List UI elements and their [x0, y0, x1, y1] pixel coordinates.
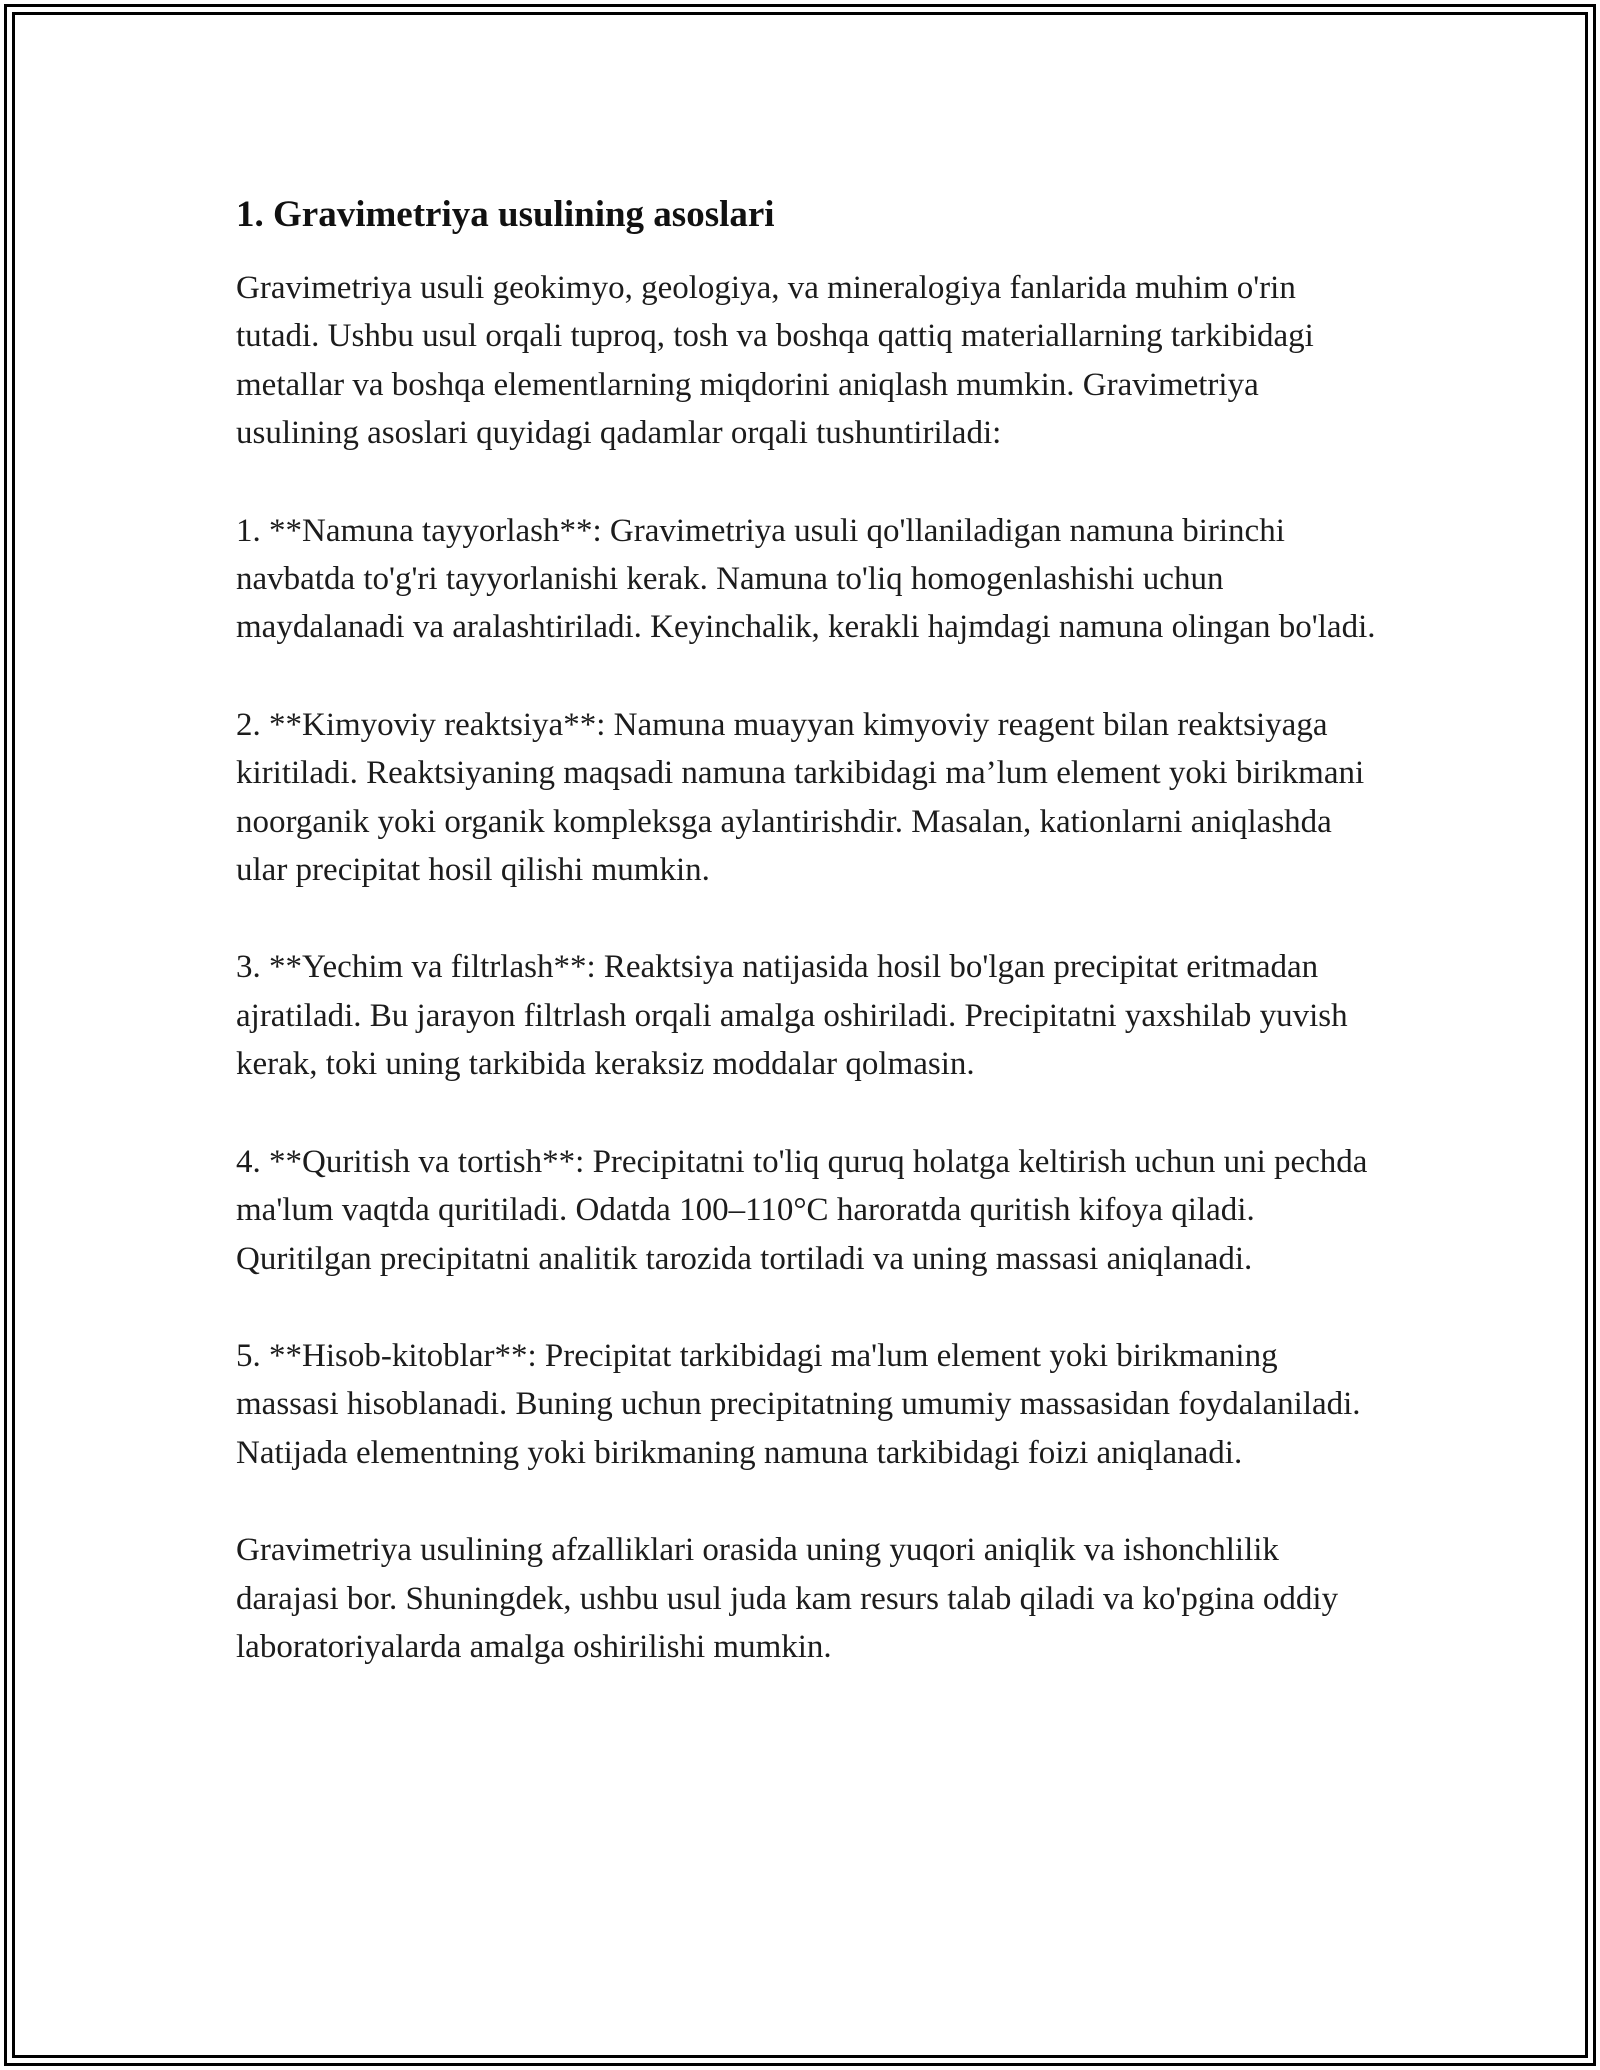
document-body: [236, 188, 1376, 1720]
step-2-paragraph: 2. **Kimyoviy reaktsiya**: Namuna muayyan kimyoviy reagent bilan reaktsiyaga kiritiladi. Reaktsiyaning maqsadi namuna tarkibidagi ma’lum element yoki birikmani noorganik yoki organik kompleksga aylantirishdir. Masalan, kationlarni aniqlashda ular precipitat hosil qilishi mumkin.: [236, 706, 1365, 889]
section-heading: 1. Gravimetriya usulining asoslari: [236, 194, 775, 235]
step-1-paragraph: 1. **Namuna tayyorlash**: Gravimetriya usuli qo'llaniladigan namuna birinchi navbatda to'g'ri tayyorlanishi kerak. Namuna to'liq homogenlashishi uchun maydalanadi va aralashtiriladi. Keyinchalik, kerakli hajmdagi namuna olingan bo'ladi.: [236, 512, 1376, 646]
intro-paragraph: Gravimetriya usuli geokimyo, geologiya, va mineralogiya fanlarida muhim o'rin tutadi. Ushbu usul orqali tuproq, tosh va boshqa qattiq materiallarning tarkibidagi metallar va boshqa elementlarning miqdorini aniqlash mumkin. Gravimetriya usulining asoslari quyidagi qadamlar orqali tushuntiriladi:: [236, 270, 1314, 452]
step-3-paragraph: 3. **Yechim va filtrlash**: Reaktsiya natijasida hosil bo'lgan precipitat eritmadan ajratiladi. Bu jarayon filtrlash orqali amalga oshiriladi. Precipitatni yaxshilab yuvish kerak, toki uning tarkibida keraksiz moddalar qolmasin.: [236, 949, 1348, 1083]
conclusion-paragraph: Gravimetriya usulining afzalliklari orasida uning yuqori aniqlik va ishonchlilik darajasi bor. Shuningdek, ushbu usul juda kam resurs talab qiladi va ko'pgina oddiy laboratoriyalarda amalga oshirilishi mumkin.: [236, 1532, 1339, 1665]
step-5-paragraph: 5. **Hisob-kitoblar**: Precipitat tarkibidagi ma'lum element yoki birikmaning massasi hisoblanadi. Buning uchun precipitatning umumiy massasidan foydalaniladi. Natijada elementning yoki birikmaning namuna tarkibidagi foizi aniqlanadi.: [236, 1337, 1361, 1471]
step-4-paragraph: 4. **Quritish va tortish**: Precipitatni to'liq quruq holatga keltirish uchun uni pechda ma'lum vaqtda quritiladi. Odatda 100–110°C haroratda quritish kifoya qiladi. Quritilgan precipitatni analitik tarozida tortiladi va uning massasi aniqlanadi.: [236, 1143, 1368, 1277]
